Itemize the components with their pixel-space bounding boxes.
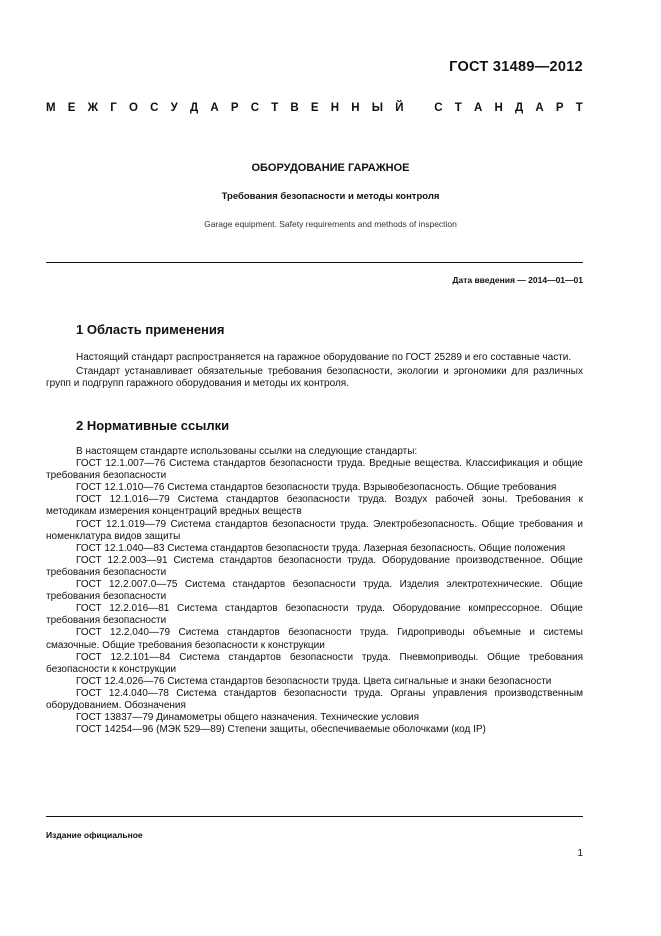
reference-item: ГОСТ 12.1.010—76 Система стандартов безопасности труда. Взрывобезопасность. Общие требования [76,482,557,494]
footer-divider [46,816,583,817]
heading-letter: Ж [87,102,99,114]
official-edition-label: Издание официальное [46,830,143,840]
heading-letter: Г [110,102,117,114]
heading-letter: С [434,102,443,114]
english-title: Garage equipment. Safety requirements and methods of inspection [204,219,457,229]
heading-letter: Д [189,102,199,114]
reference-item: ГОСТ 12.2.101—84 Система стандартов безопасности труда. Пневмоприводы. Общие требования безопасности к конструкции [46,651,583,675]
reference-item: ГОСТ 12.2.003—91 Система стандартов безопасности труда. Оборудование производственное. Общие требования безопасности [46,554,583,578]
document-title: ОБОРУДОВАНИЕ ГАРАЖНОЕ [251,162,410,174]
title-divider [46,262,583,263]
heading-letter: Т [271,102,279,114]
reference-item: ГОСТ 12.4.026—76 Система стандартов безопасности труда. Цвета сигнальные и знаки безопасности [76,675,552,687]
reference-item: ГОСТ 12.1.040—83 Система стандартов безопасности труда. Лазерная безопасность. Общие положения [76,542,566,554]
heading-letter: Т [454,102,462,114]
heading-letter: А [210,102,219,114]
section-1-heading: 1 Область применения [76,322,225,337]
heading-letter: Р [555,102,564,114]
heading-letter: Е [310,102,319,114]
section-1-body [46,352,583,391]
introduction-date: Дата введения — 2014—01—01 [452,275,583,285]
heading-letter: Н [494,102,503,114]
paragraph: Настоящий стандарт распространяется на гаражное оборудование по ГОСТ 25289 и его составные части. [76,352,572,363]
heading-letter: А [473,102,483,114]
heading-word-gap [416,102,422,114]
heading-letter: С [250,102,259,114]
reference-item: ГОСТ 12.2.016—81 Система стандартов безопасности труда. Оборудование компрессорное. Общие требования безопасности [46,603,583,627]
heading-letter: Н [351,102,360,114]
page-number: 1 [577,848,583,859]
heading-letter: Д [514,102,524,114]
heading-letter: М [46,102,56,114]
heading-letter: Е [67,102,76,114]
reference-item: ГОСТ 12.2.040—79 Система стандартов безопасности труда. Гидроприводы объемные и системы смазочные. Общие требования безопасности к конструкции [46,627,583,651]
paragraph: В настоящем стандарте использованы ссылки на следующие стандарты: [76,446,418,457]
reference-item: ГОСТ 12.1.016—79 Система стандартов безопасности труда. Воздух рабочей зоны. Требования к методикам измерения концентраций вредных веществ [46,494,583,518]
reference-item: ГОСТ 12.1.019—79 Система стандартов безопасности труда. Электробезопасность. Общие требования и номенклатура видов защиты [46,518,583,542]
interstate-standard-heading [46,102,583,114]
reference-item: ГОСТ 12.1.007—76 Система стандартов безопасности труда. Вредные вещества. Классификация и общие требования безопасности [46,458,583,482]
heading-letter: Й [395,102,404,114]
section-2-body [46,446,583,736]
heading-letter: Т [575,102,583,114]
section-2-heading: 2 Нормативные ссылки [76,418,230,433]
heading-letter: Н [330,102,340,114]
heading-letter: С [150,102,159,114]
heading-letter: Р [230,102,239,114]
paragraph: Стандарт устанавливает обязательные требования безопасности, экологии и эргономики для различных групп и подгрупп гаражного оборудования и методы их контроля. [46,365,583,389]
heading-letter: О [128,102,138,114]
reference-item: ГОСТ 13837—79 Динамометры общего назначения. Технические условия [76,712,419,724]
standard-code: ГОСТ 31489—2012 [449,59,583,75]
heading-letter: У [170,102,178,114]
document-subtitle: Требования безопасности и методы контроля [221,191,440,202]
heading-letter: В [290,102,299,114]
heading-letter: А [535,102,544,114]
heading-letter: Ы [371,102,384,114]
reference-item: ГОСТ 12.2.007.0—75 Система стандартов безопасности труда. Изделия электротехнические. Общие требования безопасности [46,579,583,603]
reference-item: ГОСТ 12.4.040—78 Система стандартов безопасности труда. Органы управления производственным оборудованием. Обозначения [46,687,583,711]
reference-item: ГОСТ 14254—96 (МЭК 529—89) Степени защиты, обеспечиваемые оболочками (код IP) [76,724,486,736]
